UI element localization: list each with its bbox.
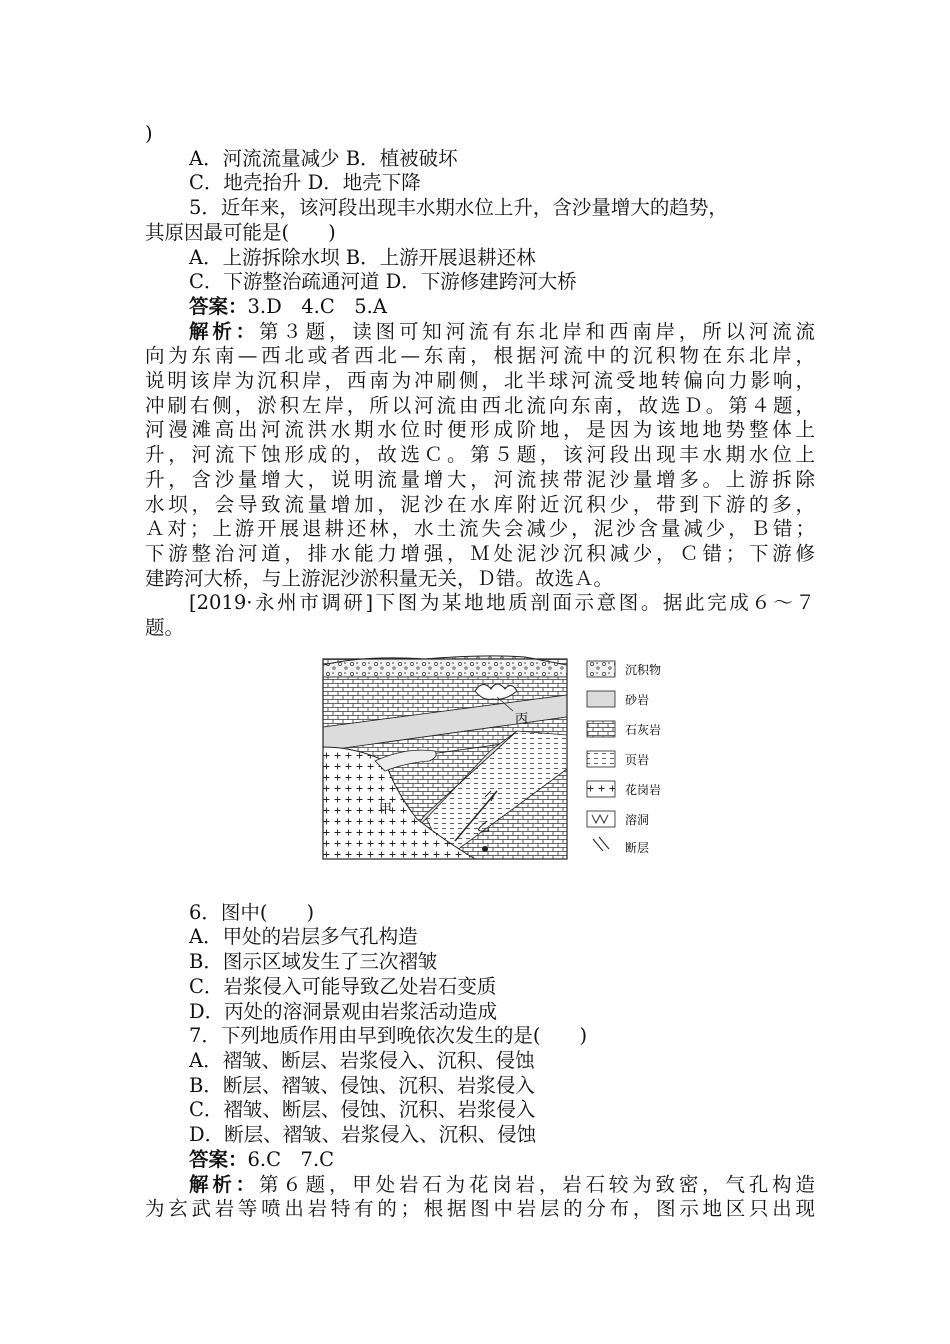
legend-swatch-shale [587, 751, 615, 767]
analysis-label: 解析： [189, 319, 259, 343]
q6-option: C．岩浆侵入可能导致乙处岩石变质 [189, 974, 497, 998]
legend-swatch-fault [593, 837, 609, 851]
analysis-6-7-line [145, 1173, 815, 1198]
analysis-3-5-line: Ａ对；上游开展退耕还林，水土流失会减少，泥沙含量减少，Ｂ错； [145, 517, 815, 541]
answer-label: 答案： [189, 1147, 248, 1171]
q6-option: D．丙处的溶洞景观由岩浆活动造成 [189, 999, 498, 1023]
q6-option: B．图示区域发生了三次褶皱 [189, 950, 438, 974]
legend-swatch-granite [587, 781, 615, 797]
answer-3-5 [145, 295, 815, 320]
legend-label: 石灰岩 [625, 722, 662, 737]
intro-line2: 题。 [145, 616, 185, 640]
answer-6-7 [145, 1148, 815, 1173]
analysis-3-5-line: 水坝，会导致流量增加，泥沙在水库附近沉积少，带到下游的多， [145, 492, 815, 516]
analysis-3-5-line: 升，含沙量增大，说明流量增大，河流挟带泥沙量增多。上游拆除 [145, 467, 815, 491]
answer-text: 6.C 7.C [247, 1147, 335, 1171]
legend-swatch-limestone [587, 721, 615, 737]
legend-label: 断层 [625, 840, 650, 855]
q4-options-ab: A．河流流量减少 B．植被破坏 [189, 146, 458, 170]
legend-label: 花岗岩 [625, 782, 662, 797]
cross-section-diagram [145, 651, 815, 901]
document-page [145, 122, 815, 1222]
q7-option: A．褶皱、断层、岩浆侵入、沉积、侵蚀 [189, 1048, 535, 1072]
legend-label: 沉积物 [625, 662, 662, 677]
q6-option: A．甲处的岩层多气孔构造 [189, 925, 418, 949]
label-bing: 丙 [515, 711, 529, 727]
label-yi: 乙 [477, 819, 491, 835]
analysis-3-5-line: 建跨河大桥，与上游泥沙淤积量无关，Ｄ错。故选Ａ。 [145, 566, 614, 590]
q6-stem: 6．图中( ) [189, 900, 315, 924]
q4-options-cd: C．地壳抬升 D．地壳下降 [189, 171, 421, 195]
legend-label: 页岩 [625, 752, 650, 767]
analysis-3-5-line: 说明该岸为沉积岸，西南为冲刷侧，北半球河流受地转偏向力影响， [145, 369, 815, 393]
q5-stem-line2: 其原因最可能是( ) [145, 220, 336, 244]
legend-swatch-sandstone [587, 691, 615, 707]
q7-option: C．褶皱、断层、侵蚀、沉积、岩浆侵入 [189, 1098, 536, 1122]
intro-line1: [2019·永州市调研]下图为某地地质剖面示意图。据此完成６～７ [189, 591, 815, 615]
answer-text: 3.D 4.C 5.A [247, 294, 387, 318]
analysis-3-5-line: 河漫滩高出河流洪水期水位时便形成阶地，是因为该地地势整体上 [145, 418, 815, 442]
legend-label: 砂岩 [625, 692, 650, 707]
analysis-3-5-line: 升，河流下蚀形成的，故选Ｃ。第５题，该河段出现丰水期水位上 [145, 443, 815, 467]
q7-stem: 7．下列地质作用由早到晚依次发生的是( ) [189, 1024, 588, 1048]
q7-option: B．断层、褶皱、侵蚀、沉积、岩浆侵入 [189, 1073, 535, 1097]
legend [587, 661, 661, 855]
geologic-cross-section-figure [145, 651, 815, 901]
label-jia: 甲 [379, 801, 393, 817]
legend-swatch-cave [587, 811, 615, 827]
section-layers [323, 656, 567, 859]
analysis-6-7-line: 为玄武岩等喷出岩特有的；根据图中岩层的分布，图示地区只出现 [145, 1197, 815, 1221]
q5-options-ab: A．上游拆除水坝 B．上游开展退耕还林 [189, 245, 536, 269]
analysis-3-5-line: 冲刷右侧，淤积左岸，所以河流由西北流向东南，故选Ｄ。第４题， [145, 393, 815, 417]
answer-label: 答案： [189, 294, 248, 318]
q5-stem-line1: 5．近年来，该河段出现丰水期水位上升，含沙量增大的趋势， [189, 196, 728, 220]
analysis-3-5-line: 下游整治河道，排水能力增强，Ｍ处泥沙沉积减少，Ｃ错；下游修 [145, 541, 815, 565]
legend-label: 溶洞 [625, 812, 650, 827]
q4-tail: ) [145, 122, 153, 145]
q5-options-cd: C．下游整治疏通河道 D．下游修建跨河大桥 [189, 270, 577, 294]
analysis-3-5-line [145, 320, 815, 345]
legend-swatch-sediment [587, 661, 615, 677]
analysis-3-5-line: 向为东南—西北或者西北—东南，根据河流中的沉积物在东北岸， [145, 344, 815, 368]
analysis-label: 解析： [189, 1172, 259, 1196]
analysis-text: 第６题，甲处岩石为花岗岩，岩石较为致密，气孔构造 [258, 1172, 815, 1196]
q7-option: D．断层、褶皱、岩浆侵入、沉积、侵蚀 [189, 1123, 537, 1147]
analysis-text: 第３题，读图可知河流有东北岸和西南岸，所以河流流 [258, 319, 815, 343]
